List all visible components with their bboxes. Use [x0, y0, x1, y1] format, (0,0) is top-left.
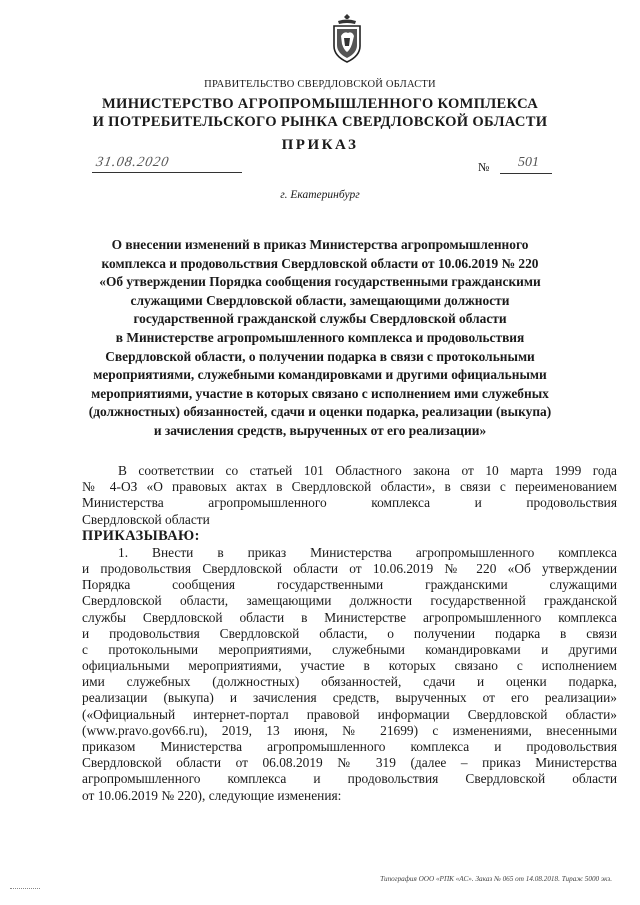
coat-of-arms-icon [330, 14, 364, 64]
government-name: ПРАВИТЕЛЬСТВО СВЕРДЛОВСКОЙ ОБЛАСТИ [204, 79, 436, 90]
city: г. Екатеринбург [280, 189, 360, 201]
item-line: реализации (выкупа) и зачисления средств, вырученных от его реализации» [82, 690, 617, 706]
subject-line: Свердловской области, о получении подарка в связи с протокольными [105, 348, 535, 364]
item-line: Порядка сообщения государственными гражданскими служащими [82, 577, 617, 593]
item-line: службы Свердловской области в Министерстве агропромышленного комплекса [82, 609, 617, 625]
preamble-line: В соответствии со статьей 101 Областного закона от 10 марта 1999 года [118, 463, 617, 478]
subject-line: государственной гражданской службы Свердловской области [133, 311, 507, 327]
printer-footer: Типография ООО «РПК «АС». Заказ № 065 от 14.08.2018. Тираж 5000 экз. [380, 875, 612, 883]
handwritten-number: 501 [518, 155, 539, 170]
ministry-line: И ПОТРЕБИТЕЛЬСКОГО РЫНКА СВЕРДЛОВСКОЙ ОБЛАСТИ [92, 114, 548, 130]
item-line: от 10.06.2019 № 220), следующие изменения: [82, 787, 342, 803]
handwritten-date: 31.08.2020 [94, 155, 171, 170]
number-label: № [478, 160, 490, 174]
number-field [500, 155, 552, 174]
subject-line: и зачисления средств, вырученных от его реализации» [153, 422, 487, 438]
item-line: официальными мероприятиями, участие в которых связано с исполнением [82, 658, 617, 674]
subject-line: «Об утверждении Порядка сообщения государственными гражданскими [99, 274, 541, 290]
item-line: Свердловской области от 06.08.2019 № 319 (далее – приказ Министерства [82, 755, 617, 771]
item-line: и продовольствия Свердловской области, о получении подарка в связи [82, 625, 617, 641]
order-word: ПРИКАЗЫВАЮ: [82, 527, 200, 544]
item-line: Свердловской области, замещающими должности государственной гражданской [82, 593, 617, 609]
date-field [92, 155, 242, 173]
preamble-line: Министерства агропромышленного комплекса и продовольствия [82, 495, 617, 511]
subject-line: мероприятиями, служебными командировками и другими официальными [93, 367, 547, 383]
item-line: и продовольствия Свердловской области от 10.06.2019 № 220 «Об утверждении [82, 560, 617, 576]
item-line: ими служебных (должностных) обязанностей, сдачи и оценки подарка, [82, 674, 617, 690]
item-line: приказом Министерства агропромышленного комплекса и продовольствия [82, 739, 617, 754]
item-line: с протокольными мероприятиями, служебными командировками и другими [82, 641, 617, 657]
subject-line: служащими Свердловской области, замещающими должности [130, 292, 510, 308]
item-line: («Официальный интернет-портал правовой информации Свердловской области» [82, 706, 617, 722]
ministry-name [60, 95, 580, 131]
document-type-title: ПРИКАЗ [281, 137, 359, 153]
item-line: (www.pravo.gov66.ru), 2019, 13 июня, № 21699) с изменениями, внесенными [82, 722, 617, 738]
preamble-line: Свердловской области [82, 511, 210, 527]
subject-line: комплекса и продовольствия Свердловской области от 10.06.2019 № 220 [101, 255, 539, 271]
subject-line: в Министерстве агропромышленного комплекса и продовольствия [115, 329, 525, 345]
document-body [82, 463, 617, 804]
subject-line: (должностных) обязанностей, сдачи и оценки подарка, реализации (выкупа) [88, 404, 552, 420]
preamble-line: № 4-ОЗ «О правовых актах в Свердловской области», в связи с переименованием [82, 479, 617, 495]
item-line: агропромышленного комплекса и продовольствия Свердловской области [82, 771, 617, 787]
ministry-line: МИНИСТЕРСТВО АГРОПРОМЫШЛЕННОГО КОМПЛЕКСА [101, 96, 539, 112]
subject-heading [88, 236, 552, 441]
item-line: 1. Внести в приказ Министерства агропромышленного комплекса [118, 544, 617, 560]
subject-line: мероприятиями, участие в которых связано с исполнением ими служебных [91, 385, 549, 401]
subject-line: О внесении изменений в приказ Министерства агропромышленного [111, 237, 529, 252]
page-mark [10, 888, 40, 889]
